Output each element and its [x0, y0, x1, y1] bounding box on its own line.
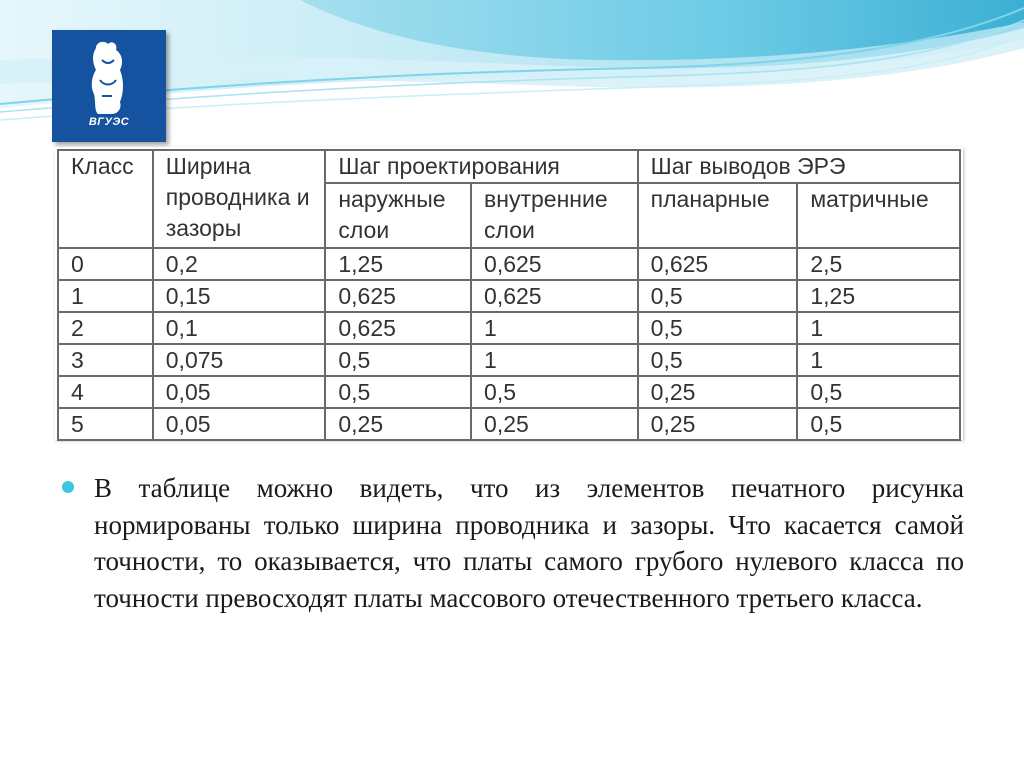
table-cell: 0,5 — [638, 280, 798, 312]
table-cell: 0,25 — [638, 408, 798, 440]
header-inner-layers: внутренние слои — [471, 183, 638, 248]
table-header-row — [58, 150, 960, 183]
table-cell: 1 — [58, 280, 153, 312]
table-cell: 0,25 — [325, 408, 471, 440]
university-logo — [52, 30, 166, 142]
bullet-item — [62, 470, 964, 616]
pcb-accuracy-class-table — [57, 149, 961, 441]
table-cell: 0,25 — [471, 408, 638, 440]
header-width: Ширина проводника и зазоры — [153, 150, 326, 248]
table-cell: 0,5 — [797, 376, 960, 408]
pcb-class-table-container — [55, 147, 963, 440]
table-cell: 1,25 — [797, 280, 960, 312]
table-cell: 0,5 — [325, 344, 471, 376]
table-cell: 0,5 — [325, 376, 471, 408]
table-row — [58, 344, 960, 376]
header-planar: планарные — [638, 183, 798, 248]
table-cell: 2,5 — [797, 248, 960, 280]
table-cell: 0,05 — [153, 408, 326, 440]
table-row — [58, 408, 960, 440]
table-cell: 0,625 — [471, 248, 638, 280]
table-cell: 1 — [471, 312, 638, 344]
table-cell: 1 — [797, 344, 960, 376]
bullet-text: В таблице можно видеть, что из элементов печатного рисунка нормированы только ширина проводника и зазоры. Что касается самой точности, то оказывается, что платы самого грубого нулевого класса по точности превосходят платы массового отечественного третьего класса. — [94, 473, 964, 613]
table-cell: 4 — [58, 376, 153, 408]
table-row — [58, 376, 960, 408]
logo-text: ВГУЭС — [88, 116, 130, 128]
table-cell: 0,625 — [325, 280, 471, 312]
table-cell: 0,5 — [638, 312, 798, 344]
table-cell: 0,25 — [638, 376, 798, 408]
table-cell: 0,05 — [153, 376, 326, 408]
table-cell: 0,625 — [471, 280, 638, 312]
table-cell: 2 — [58, 312, 153, 344]
header-outer-layers: наружные слои — [325, 183, 471, 248]
table-row — [58, 280, 960, 312]
table-cell: 0,2 — [153, 248, 326, 280]
header-step-pins: Шаг выводов ЭРЭ — [638, 150, 960, 183]
header-class: Класс — [58, 150, 153, 248]
table-cell: 0,15 — [153, 280, 326, 312]
table-cell: 1,25 — [325, 248, 471, 280]
table-cell: 0,625 — [325, 312, 471, 344]
table-cell: 0,5 — [797, 408, 960, 440]
table-cell: 0,625 — [638, 248, 798, 280]
table-cell: 3 — [58, 344, 153, 376]
table-cell: 0,075 — [153, 344, 326, 376]
table-cell: 1 — [471, 344, 638, 376]
header-step-design: Шаг проектирования — [325, 150, 637, 183]
header-matrix: матричные — [797, 183, 960, 248]
table-cell: 5 — [58, 408, 153, 440]
table-cell: 0,5 — [638, 344, 798, 376]
table-cell: 0 — [58, 248, 153, 280]
table-cell: 1 — [797, 312, 960, 344]
table-cell: 0,1 — [153, 312, 326, 344]
table-cell: 0,5 — [471, 376, 638, 408]
bullet-dot-icon — [62, 481, 74, 493]
table-row — [58, 248, 960, 280]
table-row — [58, 312, 960, 344]
